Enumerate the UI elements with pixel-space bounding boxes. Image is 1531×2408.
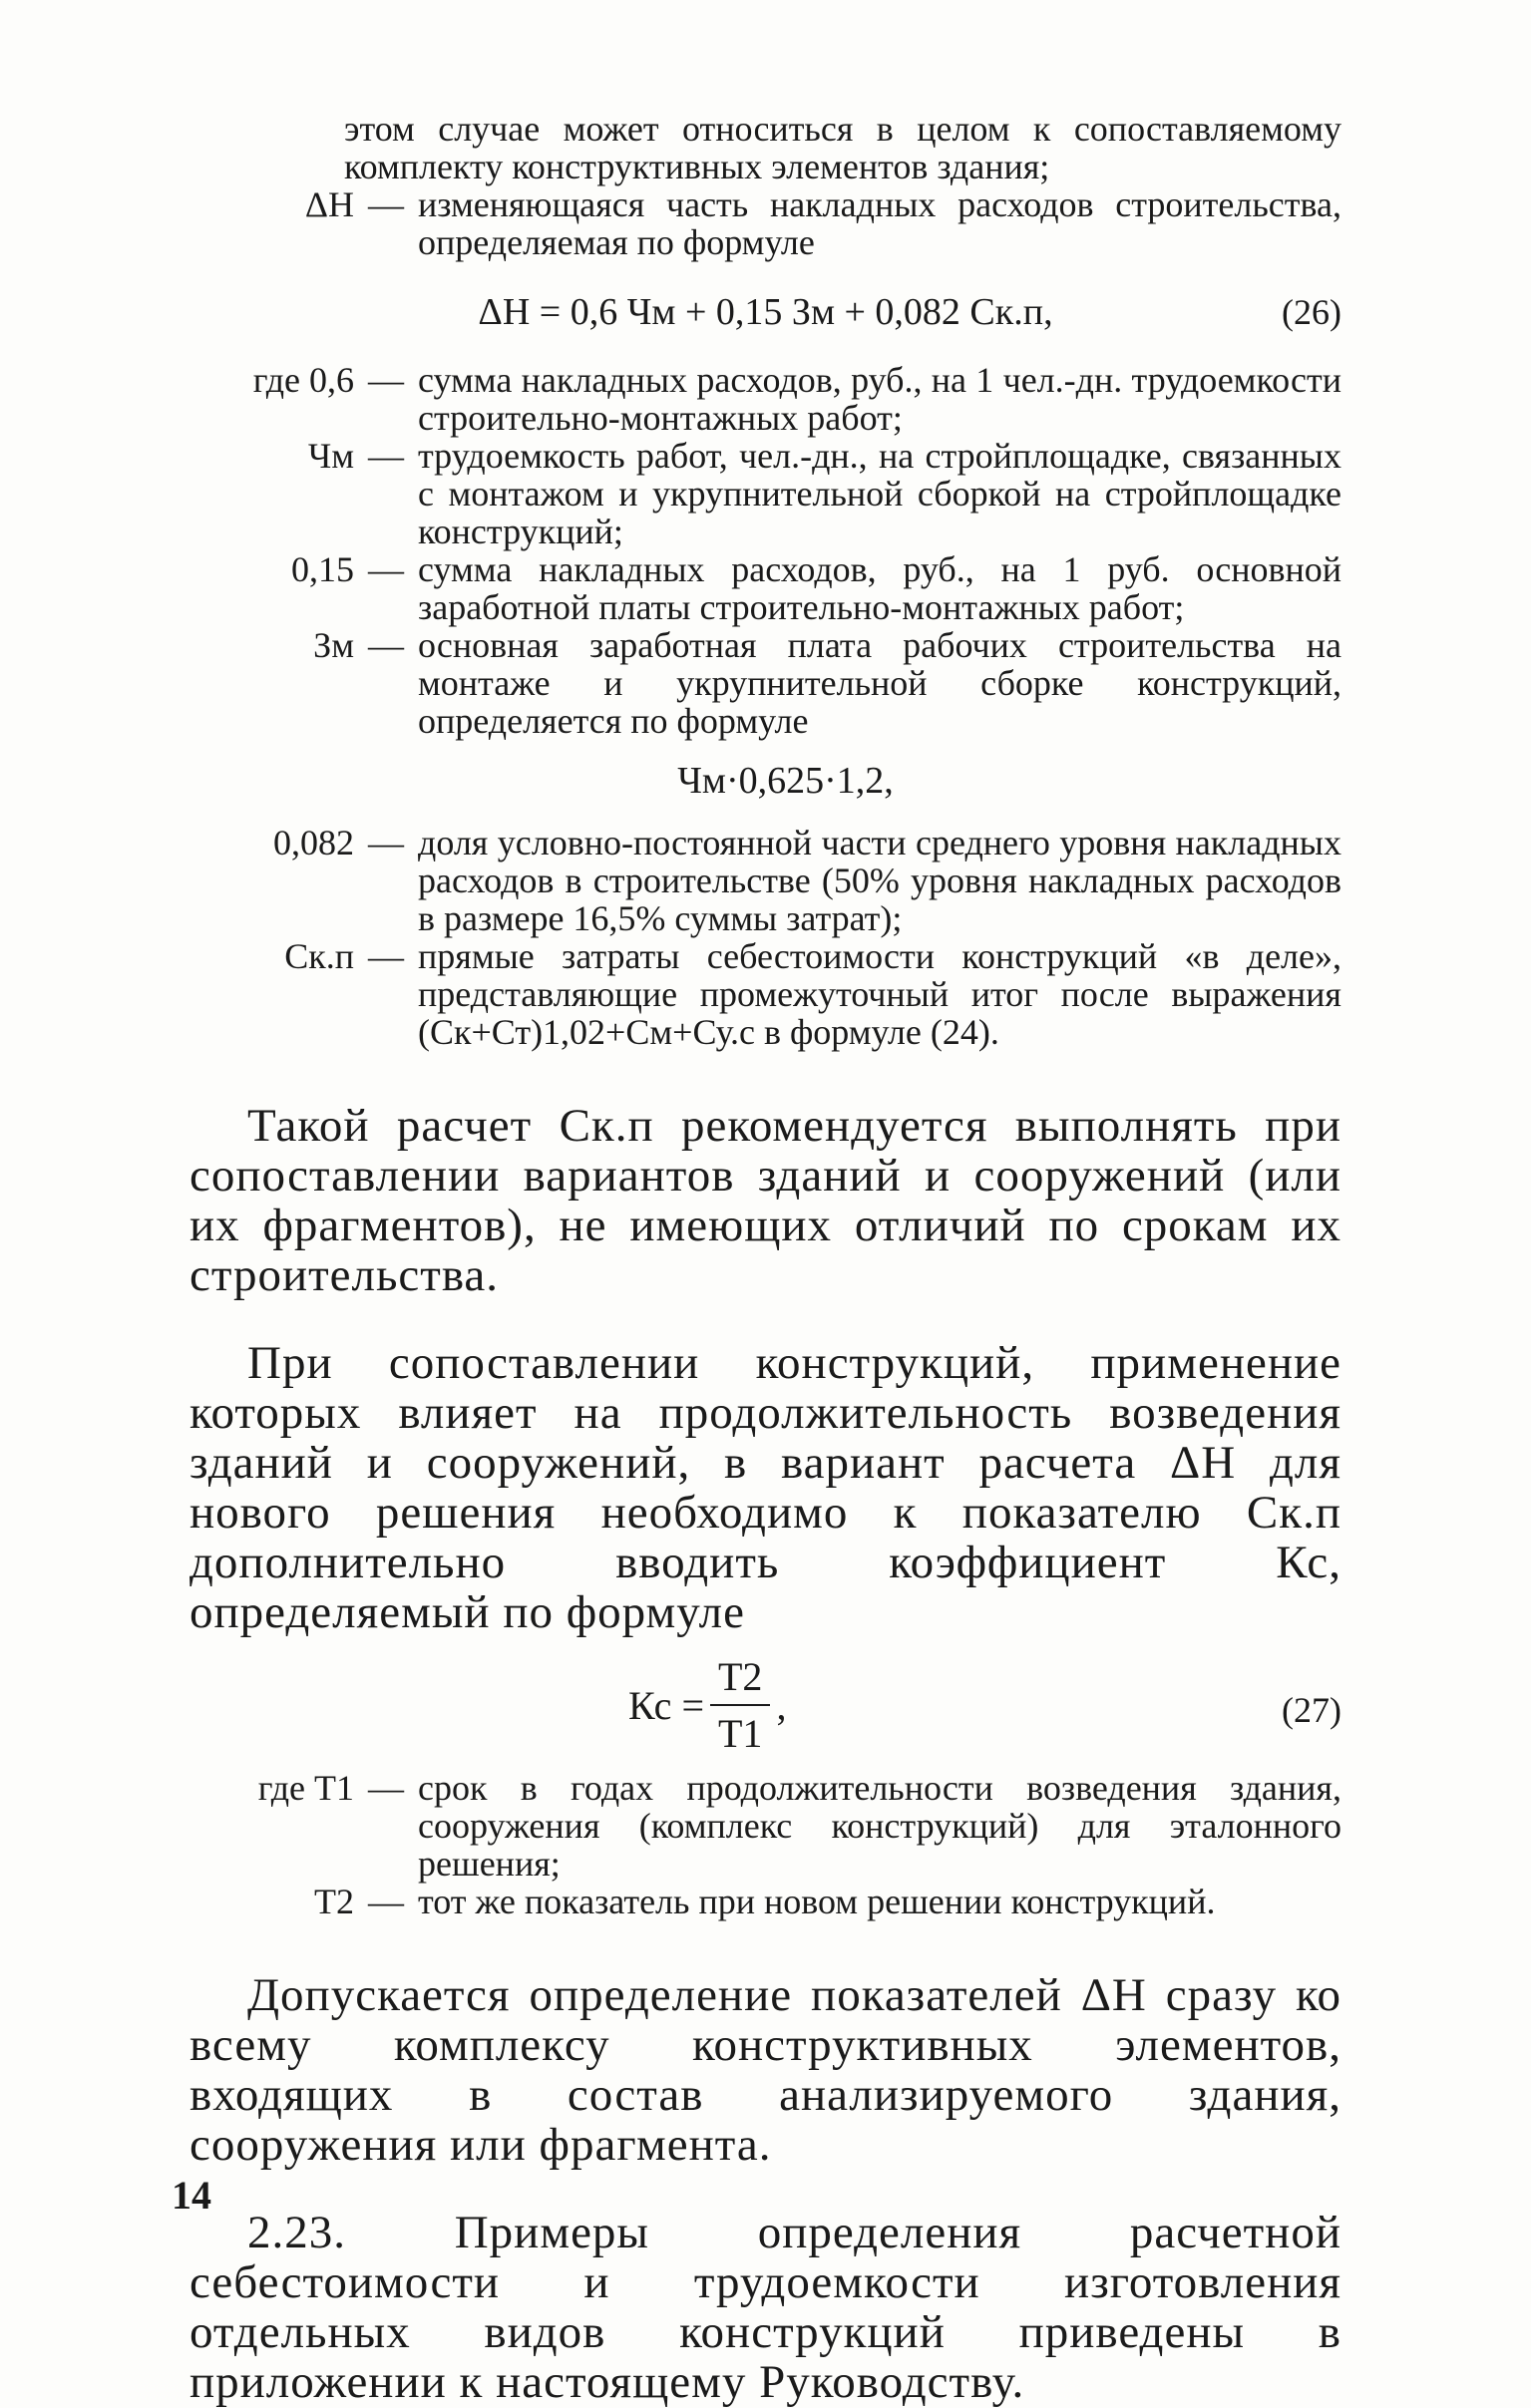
definition-item <box>190 437 1341 550</box>
intro-text: этом случае может относиться в целом к сопоставляемому комплекту конструктивных элементов здания; <box>344 109 1341 186</box>
definitions-block <box>190 110 1341 1051</box>
definition-text: прямые затраты себестоимости конструкций «в деле», представляющие промежуточный итог после выражения (Ск+Ст)1,02+См+Су.с в формуле (24). <box>418 936 1341 1052</box>
definition-item <box>190 1883 1341 1920</box>
definition-item <box>190 361 1341 437</box>
page-content <box>190 110 1341 2407</box>
body-paragraph: Такой расчет Ск.п рекомендуется выполнять при сопоставлении вариантов зданий и сооружений (или их фрагментов), не имеющих отличий по срокам их строительства. <box>190 1100 1341 1301</box>
fraction-numerator: Т2 <box>710 1653 770 1706</box>
definition-dash: — <box>368 436 404 476</box>
definition-text: трудоемкость работ, чел.-дн., на стройплощадке, связанных с монтажом и укрупнительной сборкой на стройплощадке конструкций; <box>418 436 1341 551</box>
definition-text: доля условно-постоянной части среднего уровня накладных расходов в строительстве (50% уровня накладных расходов в размере 16,5% суммы затрат); <box>418 823 1341 938</box>
definition-item <box>190 824 1341 937</box>
definition-text: тот же показатель при новом решении конструкций. <box>418 1882 1216 1921</box>
formula-26 <box>190 287 1341 343</box>
definitions-list <box>190 361 1341 740</box>
definition-text: сумма накладных расходов, руб., на 1 чел.-дн. трудоемкости строительно-монтажных работ; <box>418 360 1341 438</box>
definition-term: где Т1 <box>257 1768 354 1808</box>
definition-dash: — <box>368 360 404 400</box>
definition-text: сумма накладных расходов, руб., на 1 руб. основной заработной платы строительно-монтажных работ; <box>418 549 1341 627</box>
page-number: 14 <box>172 2173 211 2218</box>
definition-term: Зм <box>313 625 354 665</box>
definition-dash: — <box>368 1882 404 1921</box>
definition-term: Ск.п <box>284 936 354 976</box>
definition-term: 0,15 <box>291 549 354 589</box>
definition-item <box>190 937 1341 1051</box>
inline-formula: Чм·0,625·1,2, <box>677 760 894 802</box>
formula-27-expression <box>628 1653 786 1757</box>
definition-item <box>190 550 1341 626</box>
formula-27-lhs: Кс = <box>628 1682 704 1728</box>
formula-26-number: (26) <box>1282 292 1341 332</box>
definition-dash: — <box>368 823 404 862</box>
definition-dash: — <box>368 625 404 665</box>
formula-27 <box>190 1653 1341 1763</box>
definition-dash: — <box>368 549 404 589</box>
definition-text: изменяющаяся часть накладных расходов строительства, определяемая по формуле <box>418 184 1341 262</box>
body-paragraph: Допускается определение показателей ΔН сразу ко всему комплексу конструктивных элементов, входящих в состав анализируемого здания, сооружения или фрагмента. <box>190 1969 1341 2171</box>
fraction <box>710 1653 770 1757</box>
definition-term: Т2 <box>314 1882 354 1921</box>
definition-dash: — <box>368 1768 404 1808</box>
definitions-list-2 <box>190 824 1341 1051</box>
body-paragraph: При сопоставлении конструкций, применение которых влияет на продолжительность возведения зданий и сооружений, в вариант расчета ΔН для нового решения необходимо к показателю Ск.п дополнительно вводить коэффициент Кс, определяемый по формуле <box>190 1337 1341 1638</box>
definition-text: срок в годах продолжительности возведения здания, сооружения (комплекс конструкций) для эталонного решения; <box>418 1768 1341 1884</box>
definition-term: 0,082 <box>273 823 354 862</box>
definition-dash: — <box>368 184 404 224</box>
definition-dash: — <box>368 936 404 976</box>
definition-term: Чм <box>307 436 354 476</box>
formula-27-tail: , <box>776 1682 787 1728</box>
definition-delta-h <box>190 185 1341 261</box>
definition-text: основная заработная плата рабочих строительства на монтаже и укрупнительной сборке конструкций, определяется по формуле <box>418 625 1341 741</box>
definition-term: ΔН <box>304 184 354 224</box>
formula-27-number: (27) <box>1282 1690 1341 1730</box>
definition-item <box>190 626 1341 740</box>
formula-26-text: ΔН = 0,6 Чм + 0,15 Зм + 0,082 Ск.п, <box>478 291 1053 333</box>
definitions-list-3 <box>190 1769 1341 1920</box>
definition-item <box>190 1769 1341 1883</box>
section-paragraph: 2.23. Примеры определения расчетной себестоимости и трудоемкости изготовления отдельных видов конструкций приведены в приложении к настоящему Руководству. <box>190 2207 1341 2408</box>
definition-term: где 0,6 <box>252 360 354 400</box>
fraction-denominator: Т1 <box>718 1711 763 1756</box>
